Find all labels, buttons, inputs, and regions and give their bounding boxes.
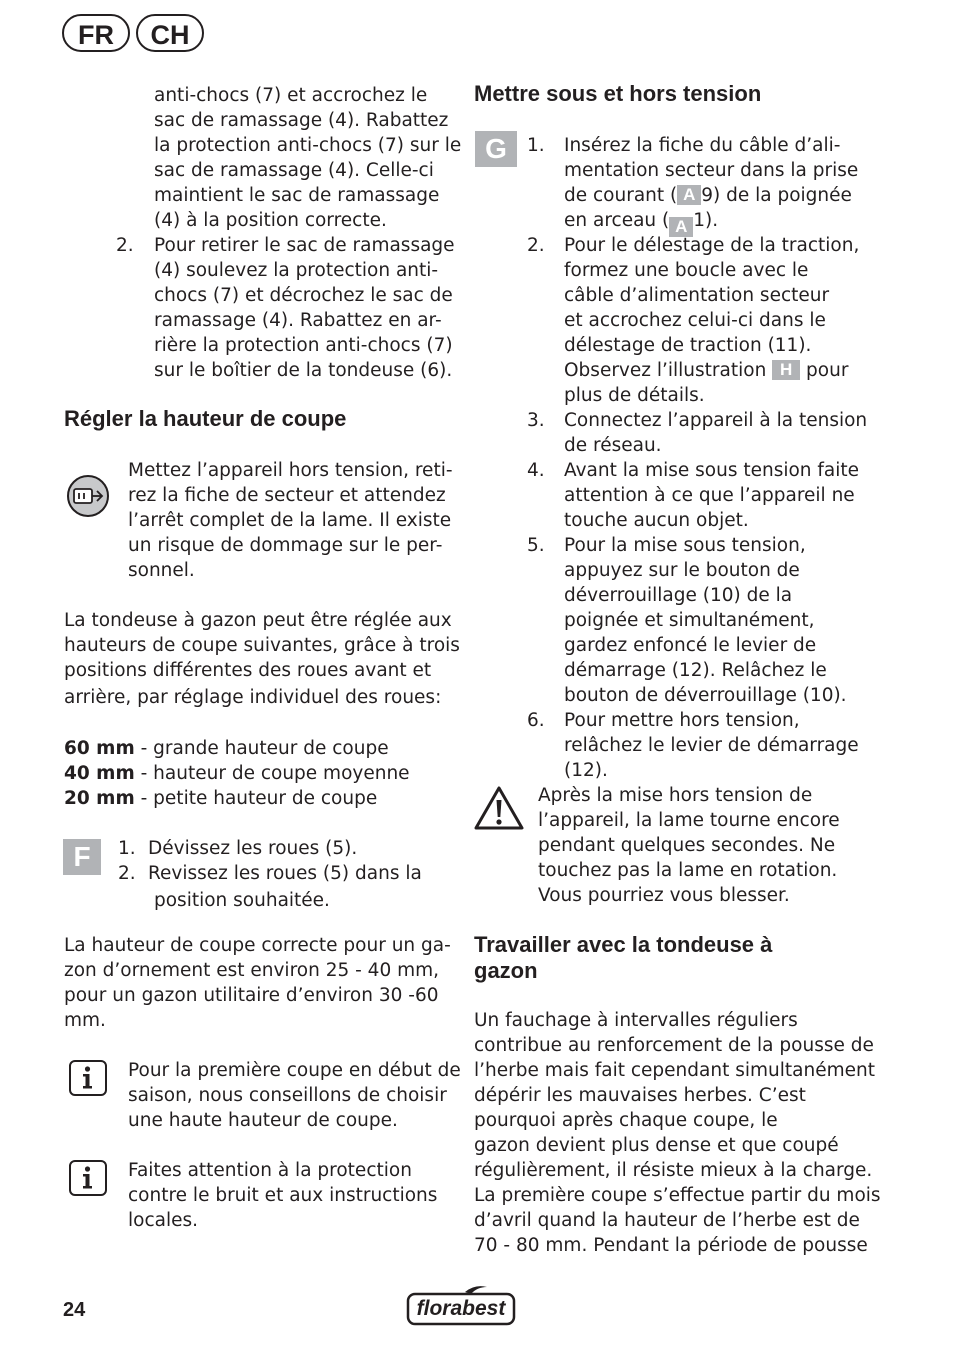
- figure-ref-h: H: [772, 360, 800, 380]
- correct-height-paragraph: La hauteur de coupe correcte pour un ga- zon d’ornement est environ 25 - 40 mm, pour un gazon utilitaire d’environ 30 -60 mm.: [64, 935, 451, 1031]
- heading-power-on-off: Mettre sous et hors tension: [474, 81, 762, 106]
- blade-rotation-warning: Après la mise hors tension de l’appareil, la lame tourne encore pendant quelques secondes. Ne touchez pas la lame en rotation. Vous pourriez vous blesser.: [538, 785, 840, 906]
- florabest-logo: florabest: [405, 1284, 517, 1328]
- figure-ref-f: F: [63, 839, 101, 875]
- figure-ref-g: G: [475, 131, 517, 167]
- mowing-paragraph: Un fauchage à intervalles réguliers contribue au renforcement de la pousse de l’herbe mais fait cependant simultanément dépérir les mauvaises herbes. C’est pourquoi après chaque coupe, le gazon devient plus dense et que coupé régulièrement, il résiste mieux à la charge. La première coupe s’effectue partir du mois d’avril quand la hauteur de l’herbe est de 70 - 80 mm. Pendant la période de pousse: [474, 1010, 881, 1256]
- heading-cutting-height: Régler la hauteur de coupe: [64, 406, 347, 431]
- figure-ref-a: A: [669, 217, 693, 237]
- info-first-cut: Pour la première coupe en début de saison, nous conseillons de choisir une haute hauteur de coupe.: [128, 1060, 461, 1131]
- info-icon: [69, 1160, 107, 1196]
- info-icon: [69, 1060, 107, 1096]
- warning-triangle-icon: [473, 785, 525, 831]
- lang-badge-ch: CH: [136, 14, 204, 52]
- lang-badge-fr: FR: [62, 14, 130, 52]
- page-number: 24: [63, 1299, 86, 1321]
- heading-working-with-mower: Travailler avec la tondeuse à gazon: [474, 932, 773, 983]
- unplug-warning-icon: [66, 474, 110, 518]
- cutting-heights-list: 60 mm - grande hauteur de coupe 40 mm - hauteur de coupe moyenne 20 mm - petite hauteur de coupe: [64, 738, 410, 809]
- intro-paragraph: anti-chocs (7) et accrochez le sac de ramassage (4). Rabattez la protection anti-chocs (7) sur le sac de ramassage (4). Celle-ci maintient le sac de ramassage (4) à la position correcte.: [154, 85, 462, 231]
- figure-ref-a: A: [677, 185, 701, 205]
- cutting-height-paragraph: La tondeuse à gazon peut être réglée aux hauteurs de coupe suivantes, grâce à trois positions différentes des roues avant et arrière, par réglage individuel des roues:: [64, 610, 460, 708]
- info-noise-protection: Faites attention à la protection contre le bruit et aux instructions locales.: [128, 1160, 438, 1231]
- unplug-warning-text: Mettez l’appareil hors tension, reti- rez la fiche de secteur et attendez l’arrêt complet de la lame. Il existe un risque de dommage sur le per- sonnel.: [128, 460, 453, 581]
